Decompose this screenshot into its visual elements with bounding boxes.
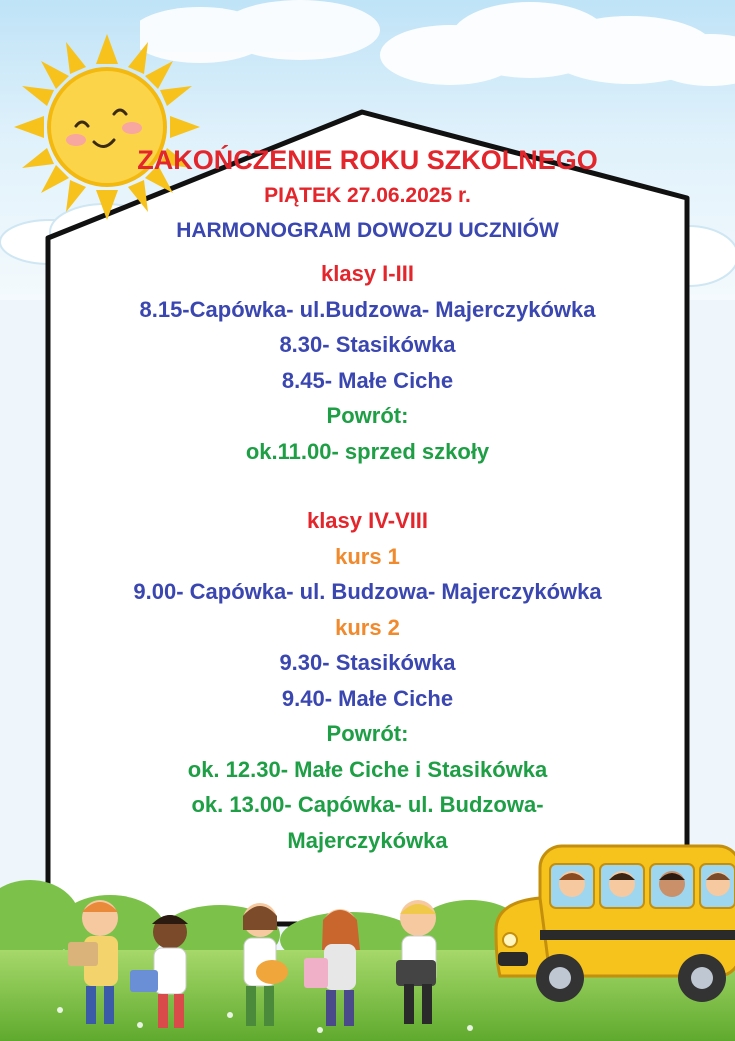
- group1-stop: 8.15-Capówka- ul.Budzowa- Majerczykówka: [139, 296, 596, 322]
- cloud-top-right-icon: [380, 0, 735, 100]
- page-subtitle: HARMONOGRAM DOWOZU UCZNIÓW: [176, 219, 559, 242]
- event-date: PIĄTEK 27.06.2025 r.: [264, 184, 471, 207]
- section-spacer: [0, 469, 735, 503]
- schedule-content: [0, 140, 735, 858]
- group2-return: ok. 13.00- Capówka- ul. Budzowa-: [191, 792, 544, 817]
- group1-return: ok.11.00- sprzed szkoły: [245, 438, 490, 464]
- group2-return: ok. 12.30- Małe Ciche i Stasikówka: [187, 756, 548, 782]
- course2-label: kurs 2: [335, 614, 400, 640]
- group1-stop: 8.45- Małe Ciche: [281, 367, 454, 393]
- group1-return-label: Powrót:: [326, 403, 409, 428]
- group1-heading: klasy I-III: [321, 261, 414, 286]
- group2-return: Majerczykówka: [287, 827, 448, 853]
- course2-stop: 9.30- Stasikówka: [279, 650, 456, 675]
- page-title: ZAKOŃCZENIE ROKU SZKOLNEGO: [137, 145, 598, 175]
- course1-stop: 9.00- Capówka- ul. Budzowa- Majerczykówka: [133, 579, 602, 604]
- children-illustration: [60, 890, 460, 1041]
- group1-stop: 8.30- Stasikówka: [279, 332, 456, 357]
- course1-label: kurs 1: [335, 543, 400, 569]
- group2-heading: klasy IV-VIII: [306, 508, 429, 533]
- group2-return-label: Powrót:: [326, 721, 409, 746]
- school-bus-icon: [490, 840, 735, 1010]
- course2-stop: 9.40- Małe Ciche: [281, 685, 454, 711]
